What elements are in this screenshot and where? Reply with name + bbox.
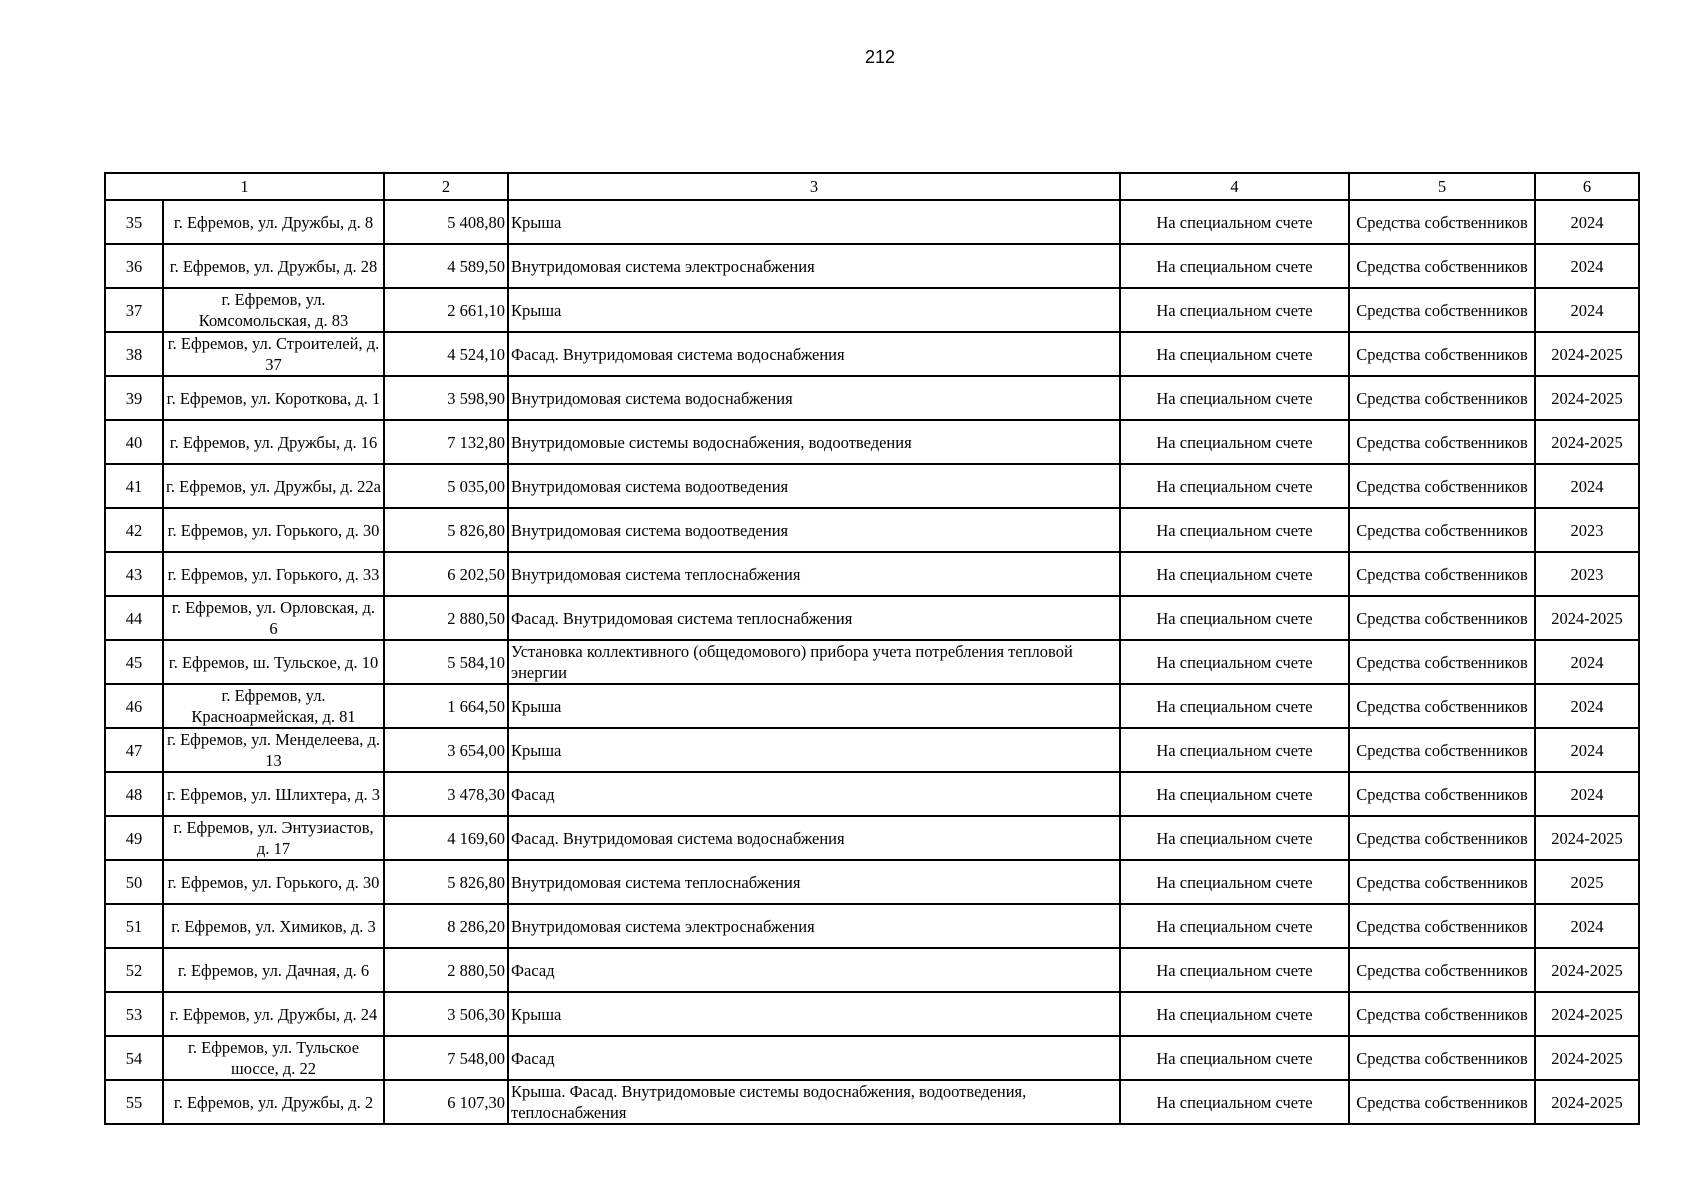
area-cell: 5 826,80 [384, 860, 508, 904]
page-number: 212 [864, 47, 896, 67]
row-number: 50 [105, 860, 163, 904]
row-number: 54 [105, 1036, 163, 1080]
address-cell: г. Ефремов, ул. Менделеева, д. 13 [163, 728, 384, 772]
address-cell: г. Ефремов, ш. Тульское, д. 10 [163, 640, 384, 684]
years-cell: 2023 [1535, 508, 1639, 552]
table-row [105, 508, 1639, 552]
works-cell: Фасад [508, 772, 1120, 816]
area-cell: 2 880,50 [384, 596, 508, 640]
row-number: 38 [105, 332, 163, 376]
area-cell: 7 548,00 [384, 1036, 508, 1080]
row-number: 46 [105, 684, 163, 728]
funding-source-cell: Средства собственников [1349, 420, 1535, 464]
table-row [105, 376, 1639, 420]
funding-source-cell: Средства собственников [1349, 640, 1535, 684]
address-cell: г. Ефремов, ул. Строителей, д. 37 [163, 332, 384, 376]
area-cell: 5 584,10 [384, 640, 508, 684]
column-number-2: 2 [384, 173, 508, 200]
address-cell: г. Ефремов, ул. Красноармейская, д. 81 [163, 684, 384, 728]
row-number: 49 [105, 816, 163, 860]
account-cell: На специальном счете [1120, 992, 1349, 1036]
account-cell: На специальном счете [1120, 728, 1349, 772]
area-cell: 3 506,30 [384, 992, 508, 1036]
works-cell: Внутридомовая система теплоснабжения [508, 552, 1120, 596]
years-cell: 2024-2025 [1535, 596, 1639, 640]
account-cell: На специальном счете [1120, 200, 1349, 244]
address-cell: г. Ефремов, ул. Горького, д. 33 [163, 552, 384, 596]
address-cell: г. Ефремов, ул. Орловская, д. 6 [163, 596, 384, 640]
years-cell: 2024-2025 [1535, 332, 1639, 376]
account-cell: На специальном счете [1120, 772, 1349, 816]
works-cell: Крыша. Фасад. Внутридомовые системы водоснабжения, водоотведения, теплоснабжения [508, 1080, 1120, 1124]
funding-source-cell: Средства собственников [1349, 772, 1535, 816]
table-row [105, 288, 1639, 332]
table-row [105, 552, 1639, 596]
works-cell: Фасад [508, 1036, 1120, 1080]
table-row [105, 816, 1639, 860]
address-cell: г. Ефремов, ул. Комсомольская, д. 83 [163, 288, 384, 332]
table-row [105, 640, 1639, 684]
years-cell: 2024-2025 [1535, 420, 1639, 464]
table-row [105, 244, 1639, 288]
table-row [105, 464, 1639, 508]
years-cell: 2024 [1535, 288, 1639, 332]
years-cell: 2024 [1535, 772, 1639, 816]
years-cell: 2024-2025 [1535, 1036, 1639, 1080]
area-cell: 3 654,00 [384, 728, 508, 772]
works-cell: Крыша [508, 728, 1120, 772]
works-cell: Установка коллективного (общедомового) прибора учета потребления тепловой энергии [508, 640, 1120, 684]
table-row [105, 1080, 1639, 1124]
row-number: 53 [105, 992, 163, 1036]
address-cell: г. Ефремов, ул. Дружбы, д. 2 [163, 1080, 384, 1124]
account-cell: На специальном счете [1120, 508, 1349, 552]
table-row [105, 728, 1639, 772]
row-number: 47 [105, 728, 163, 772]
row-number: 52 [105, 948, 163, 992]
area-cell: 7 132,80 [384, 420, 508, 464]
table-row [105, 1036, 1639, 1080]
account-cell: На специальном счете [1120, 376, 1349, 420]
area-cell: 4 169,60 [384, 816, 508, 860]
area-cell: 6 202,50 [384, 552, 508, 596]
table-row [105, 860, 1639, 904]
address-cell: г. Ефремов, ул. Шлихтера, д. 3 [163, 772, 384, 816]
row-number: 36 [105, 244, 163, 288]
funding-source-cell: Средства собственников [1349, 508, 1535, 552]
area-cell: 2 880,50 [384, 948, 508, 992]
works-cell: Внутридомовая система теплоснабжения [508, 860, 1120, 904]
table-row [105, 684, 1639, 728]
address-cell: г. Ефремов, ул. Короткова, д. 1 [163, 376, 384, 420]
row-number: 44 [105, 596, 163, 640]
works-cell: Фасад. Внутридомовая система теплоснабжения [508, 596, 1120, 640]
row-number: 40 [105, 420, 163, 464]
years-cell: 2024 [1535, 244, 1639, 288]
funding-source-cell: Средства собственников [1349, 464, 1535, 508]
works-cell: Фасад [508, 948, 1120, 992]
account-cell: На специальном счете [1120, 816, 1349, 860]
funding-source-cell: Средства собственников [1349, 332, 1535, 376]
row-number: 51 [105, 904, 163, 948]
funding-source-cell: Средства собственников [1349, 288, 1535, 332]
years-cell: 2024 [1535, 728, 1639, 772]
funding-source-cell: Средства собственников [1349, 904, 1535, 948]
area-cell: 8 286,20 [384, 904, 508, 948]
account-cell: На специальном счете [1120, 420, 1349, 464]
address-cell: г. Ефремов, ул. Дружбы, д. 16 [163, 420, 384, 464]
works-cell: Внутридомовая система водоотведения [508, 508, 1120, 552]
table-row [105, 200, 1639, 244]
funding-source-cell: Средства собственников [1349, 684, 1535, 728]
works-cell: Внутридомовая система электроснабжения [508, 244, 1120, 288]
area-cell: 5 408,80 [384, 200, 508, 244]
column-number-1: 1 [105, 173, 384, 200]
account-cell: На специальном счете [1120, 464, 1349, 508]
years-cell: 2024-2025 [1535, 1080, 1639, 1124]
address-cell: г. Ефремов, ул. Дружбы, д. 28 [163, 244, 384, 288]
row-number: 48 [105, 772, 163, 816]
works-cell: Крыша [508, 288, 1120, 332]
funding-source-cell: Средства собственников [1349, 244, 1535, 288]
table-row [105, 332, 1639, 376]
row-number: 55 [105, 1080, 163, 1124]
works-cell: Крыша [508, 992, 1120, 1036]
account-cell: На специальном счете [1120, 596, 1349, 640]
years-cell: 2024 [1535, 684, 1639, 728]
works-cell: Внутридомовая система водоотведения [508, 464, 1120, 508]
area-cell: 1 664,50 [384, 684, 508, 728]
years-cell: 2024 [1535, 640, 1639, 684]
table-row [105, 772, 1639, 816]
table-row [105, 904, 1639, 948]
area-cell: 2 661,10 [384, 288, 508, 332]
years-cell: 2024 [1535, 904, 1639, 948]
account-cell: На специальном счете [1120, 1036, 1349, 1080]
works-cell: Внутридомовые системы водоснабжения, водоотведения [508, 420, 1120, 464]
years-cell: 2024-2025 [1535, 992, 1639, 1036]
row-number: 41 [105, 464, 163, 508]
funding-source-cell: Средства собственников [1349, 992, 1535, 1036]
funding-source-cell: Средства собственников [1349, 1036, 1535, 1080]
address-cell: г. Ефремов, ул. Дружбы, д. 24 [163, 992, 384, 1036]
area-cell: 5 035,00 [384, 464, 508, 508]
account-cell: На специальном счете [1120, 1080, 1349, 1124]
row-number: 35 [105, 200, 163, 244]
row-number: 45 [105, 640, 163, 684]
account-cell: На специальном счете [1120, 684, 1349, 728]
years-cell: 2025 [1535, 860, 1639, 904]
address-cell: г. Ефремов, ул. Дружбы, д. 8 [163, 200, 384, 244]
funding-source-cell: Средства собственников [1349, 948, 1535, 992]
works-cell: Крыша [508, 684, 1120, 728]
area-cell: 5 826,80 [384, 508, 508, 552]
table-row [105, 992, 1639, 1036]
address-cell: г. Ефремов, ул. Дачная, д. 6 [163, 948, 384, 992]
column-number-6: 6 [1535, 173, 1639, 200]
funding-source-cell: Средства собственников [1349, 552, 1535, 596]
column-number-5: 5 [1349, 173, 1535, 200]
years-cell: 2023 [1535, 552, 1639, 596]
funding-source-cell: Средства собственников [1349, 596, 1535, 640]
address-cell: г. Ефремов, ул. Дружбы, д. 22а [163, 464, 384, 508]
years-cell: 2024-2025 [1535, 816, 1639, 860]
account-cell: На специальном счете [1120, 332, 1349, 376]
column-number-3: 3 [508, 173, 1120, 200]
account-cell: На специальном счете [1120, 860, 1349, 904]
column-number-header-row [105, 173, 1639, 200]
table-row [105, 596, 1639, 640]
works-cell: Внутридомовая система водоснабжения [508, 376, 1120, 420]
years-cell: 2024-2025 [1535, 376, 1639, 420]
account-cell: На специальном счете [1120, 244, 1349, 288]
area-cell: 3 478,30 [384, 772, 508, 816]
area-cell: 6 107,30 [384, 1080, 508, 1124]
table-body [105, 173, 1639, 1124]
repair-program-table [104, 172, 1640, 1125]
works-cell: Крыша [508, 200, 1120, 244]
account-cell: На специальном счете [1120, 904, 1349, 948]
funding-source-cell: Средства собственников [1349, 728, 1535, 772]
funding-source-cell: Средства собственников [1349, 200, 1535, 244]
address-cell: г. Ефремов, ул. Тульское шоссе, д. 22 [163, 1036, 384, 1080]
funding-source-cell: Средства собственников [1349, 816, 1535, 860]
area-cell: 4 524,10 [384, 332, 508, 376]
account-cell: На специальном счете [1120, 640, 1349, 684]
table-row [105, 420, 1639, 464]
address-cell: г. Ефремов, ул. Энтузиастов, д. 17 [163, 816, 384, 860]
years-cell: 2024-2025 [1535, 948, 1639, 992]
table-row [105, 948, 1639, 992]
row-number: 42 [105, 508, 163, 552]
funding-source-cell: Средства собственников [1349, 376, 1535, 420]
address-cell: г. Ефремов, ул. Горького, д. 30 [163, 860, 384, 904]
works-cell: Внутридомовая система электроснабжения [508, 904, 1120, 948]
row-number: 37 [105, 288, 163, 332]
account-cell: На специальном счете [1120, 552, 1349, 596]
column-number-4: 4 [1120, 173, 1349, 200]
account-cell: На специальном счете [1120, 288, 1349, 332]
funding-source-cell: Средства собственников [1349, 860, 1535, 904]
years-cell: 2024 [1535, 464, 1639, 508]
funding-source-cell: Средства собственников [1349, 1080, 1535, 1124]
area-cell: 4 589,50 [384, 244, 508, 288]
row-number: 43 [105, 552, 163, 596]
row-number: 39 [105, 376, 163, 420]
account-cell: На специальном счете [1120, 948, 1349, 992]
works-cell: Фасад. Внутридомовая система водоснабжения [508, 816, 1120, 860]
address-cell: г. Ефремов, ул. Химиков, д. 3 [163, 904, 384, 948]
address-cell: г. Ефремов, ул. Горького, д. 30 [163, 508, 384, 552]
works-cell: Фасад. Внутридомовая система водоснабжения [508, 332, 1120, 376]
years-cell: 2024 [1535, 200, 1639, 244]
area-cell: 3 598,90 [384, 376, 508, 420]
